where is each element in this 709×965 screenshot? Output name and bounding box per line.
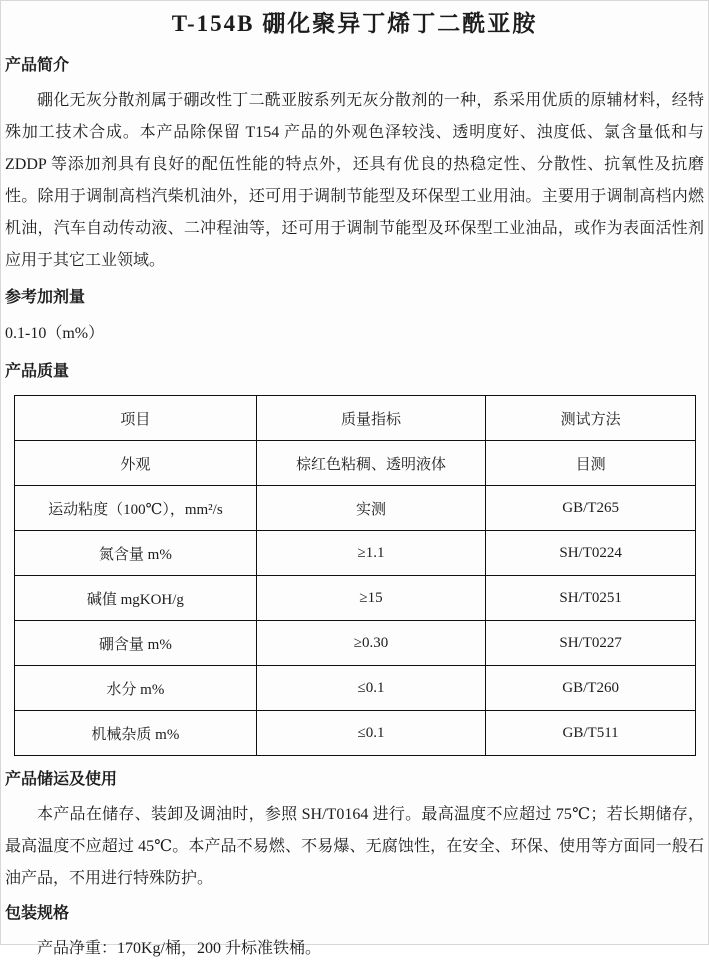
table-cell: ≤0.1: [256, 666, 485, 711]
table-row: [15, 666, 696, 711]
table-header-spec: 质量指标: [256, 396, 485, 441]
table-row: [15, 486, 696, 531]
section-heading-intro: 产品简介: [5, 57, 70, 74]
table-cell: 运动粘度（100℃），mm²/s: [15, 486, 257, 531]
table-cell: ≥1.1: [256, 531, 485, 576]
dosage-value: 0.1-10（m%）: [5, 325, 105, 342]
table-cell: 氮含量 m%: [15, 531, 257, 576]
table-row: [15, 711, 696, 756]
packaging-paragraph: 产品净重：170Kg/桶，200 升标准铁桶。: [37, 940, 322, 957]
table-header-method: 测试方法: [486, 396, 696, 441]
table-cell: GB/T265: [486, 486, 696, 531]
table-cell: SH/T0224: [486, 531, 696, 576]
table-cell: GB/T260: [486, 666, 696, 711]
table-cell: ≤0.1: [256, 711, 485, 756]
table-cell: 碱值 mgKOH/g: [15, 576, 257, 621]
table-cell: 水分 m%: [15, 666, 257, 711]
intro-paragraph: 硼化无灰分散剂属于硼改性丁二酰亚胺系列无灰分散剂的一种，系采用优质的原辅材料，经特殊加工技术合成。本产品除保留 T154 产品的外观色泽较浅、透明度好、浊度低、氯含量低和与 ZDDP 等添加剂具有良好的配伍性能的特点外，还具有优良的热稳定性、分散性、抗氧性及抗磨性。除用于调制高档汽柴机油外，还可用于调制节能型及环保型工业用油。主要用于调制高档内燃机油，汽车自动传动液、二冲程油等，还可用于调制节能型及环保型工业油品，或作为表面活性剂应用于其它工业领域。: [5, 92, 704, 269]
table-cell: ≥0.30: [256, 621, 485, 666]
table-cell: SH/T0251: [486, 576, 696, 621]
document-title: T-154B 硼化聚异丁烯丁二酰亚胺: [171, 11, 538, 36]
table-row: [15, 621, 696, 666]
table-cell: 棕红色粘稠、透明液体: [256, 441, 485, 486]
storage-paragraph: 本产品在储存、装卸及调油时，参照 SH/T0164 进行。最高温度不应超过 75℃；若长期储存，最高温度不应超过 45℃。本产品不易燃、不易爆、无腐蚀性，在安全、环保、使用等方面同一般石油产品，不用进行特殊防护。: [5, 806, 704, 887]
table-row: [15, 576, 696, 621]
section-heading-storage: 产品储运及使用: [5, 771, 118, 788]
table-cell: 外观: [15, 441, 257, 486]
table-row: [15, 441, 696, 486]
table-cell: 机械杂质 m%: [15, 711, 257, 756]
quality-table: [14, 395, 696, 756]
table-cell: 硼含量 m%: [15, 621, 257, 666]
table-cell: 目测: [486, 441, 696, 486]
table-cell: GB/T511: [486, 711, 696, 756]
table-cell: 实测: [256, 486, 485, 531]
section-heading-packaging: 包装规格: [5, 905, 70, 922]
table-cell: SH/T0227: [486, 621, 696, 666]
quality-table-header-row: [15, 396, 696, 441]
table-cell: ≥15: [256, 576, 485, 621]
section-heading-dosage: 参考加剂量: [5, 289, 86, 306]
table-row: [15, 531, 696, 576]
section-heading-quality: 产品质量: [5, 363, 70, 380]
table-header-item: 项目: [15, 396, 257, 441]
